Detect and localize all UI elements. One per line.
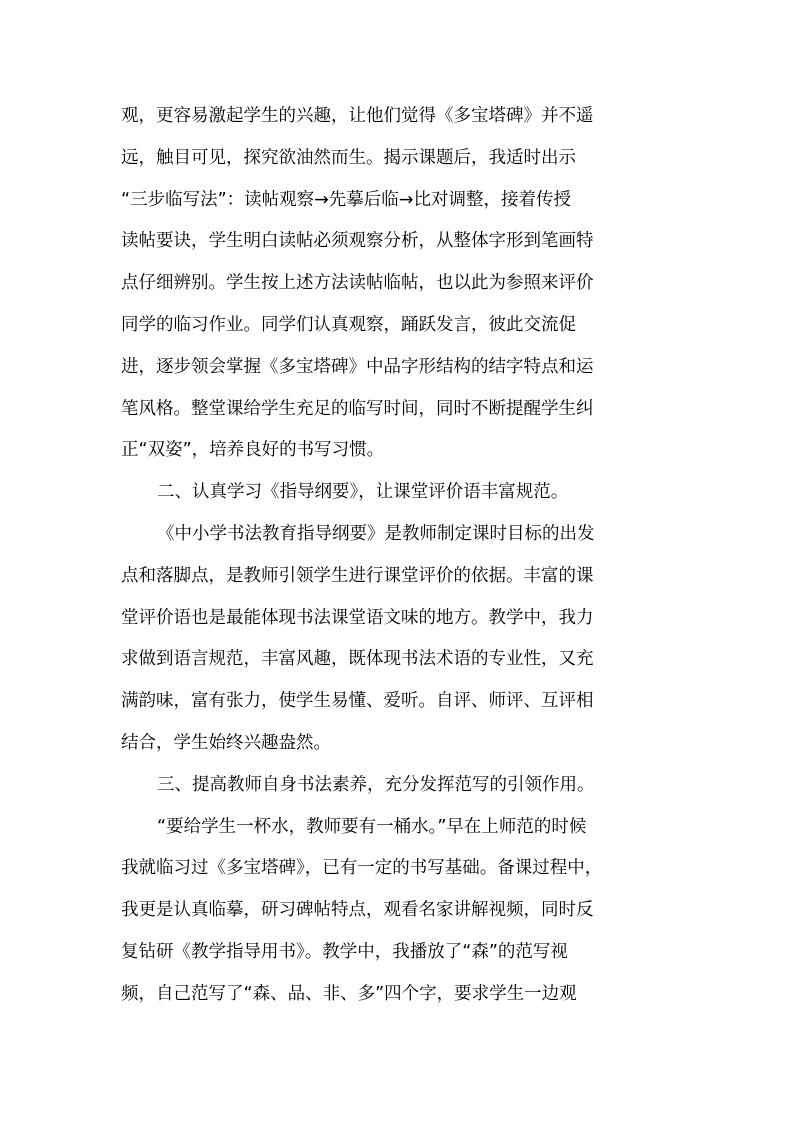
text-line: 满韵味，富有张力，使学生易懂、爱听。自评、师评、互评相 (121, 691, 594, 712)
text-line: 观，更容易激起学生的兴趣，让他们觉得《多宝塔碑》并不遥 (121, 106, 594, 126)
text-line: 结合，学生始终兴趣盎然。 (121, 732, 331, 753)
text-line: 远，触目可见，探究欲油然而生。揭示课题后，我适时出示 (121, 147, 576, 168)
text-line: 我就临习过《多宝塔碑》，已有一定的书写基础。备课过程中， (121, 858, 603, 879)
text-line: “三步临写法”：读帖观察→先摹后临→比对调整，接着传授 (121, 189, 571, 210)
body-text (121, 96, 669, 1016)
text-line: 频，自己范写了“森、品、非、多”四个字，要求学生一边观 (121, 983, 577, 1004)
text-line: 同学的临习作业。同学们认真观察，踊跃发言，彼此交流促 (121, 314, 576, 335)
text-line: 笔风格。整堂课给学生充足的临写时间，同时不断提醒学生纠 (121, 398, 594, 419)
text-line: 二、认真学习《指导纲要》，让课堂评价语丰富规范。 (157, 482, 569, 503)
text-line: 复钻研《教学指导用书》。教学中，我播放了“森”的范写视 (121, 941, 568, 962)
text-line: 点仔细辨别。学生按上述方法读帖临帖，也以此为参照来评价 (121, 273, 594, 294)
text-line: 进，逐步领会掌握《多宝塔碑》中品字形结构的结字特点和运 (121, 356, 594, 377)
text-line: 点和落脚点，是教师引领学生进行课堂评价的依据。丰富的课 (121, 565, 594, 586)
text-line: 三、提高教师自身书法素养，充分发挥范写的引领作用。 (157, 774, 595, 795)
text-line: 读帖要诀，学生明白读帖必须观察分析，从整体字形到笔画特 (121, 231, 594, 252)
text-line: 堂评价语也是最能体现书法课堂语文味的地方。教学中，我力 (121, 607, 594, 628)
text-line: 求做到语言规范，丰富风趣，既体现书法术语的专业性，又充 (121, 649, 594, 670)
text-line: 我更是认真临摹，研习碑帖特点，观看名家讲解视频，同时反 (121, 900, 594, 921)
text-line: 《中小学书法教育指导纲要》是教师制定课时目标的出发 (157, 523, 595, 544)
text-line: “要给学生一杯水，教师要有一桶水。”早在上师范的时候 (157, 816, 587, 837)
text-line: 正“双姿”，培养良好的书写习惯。 (121, 440, 385, 461)
